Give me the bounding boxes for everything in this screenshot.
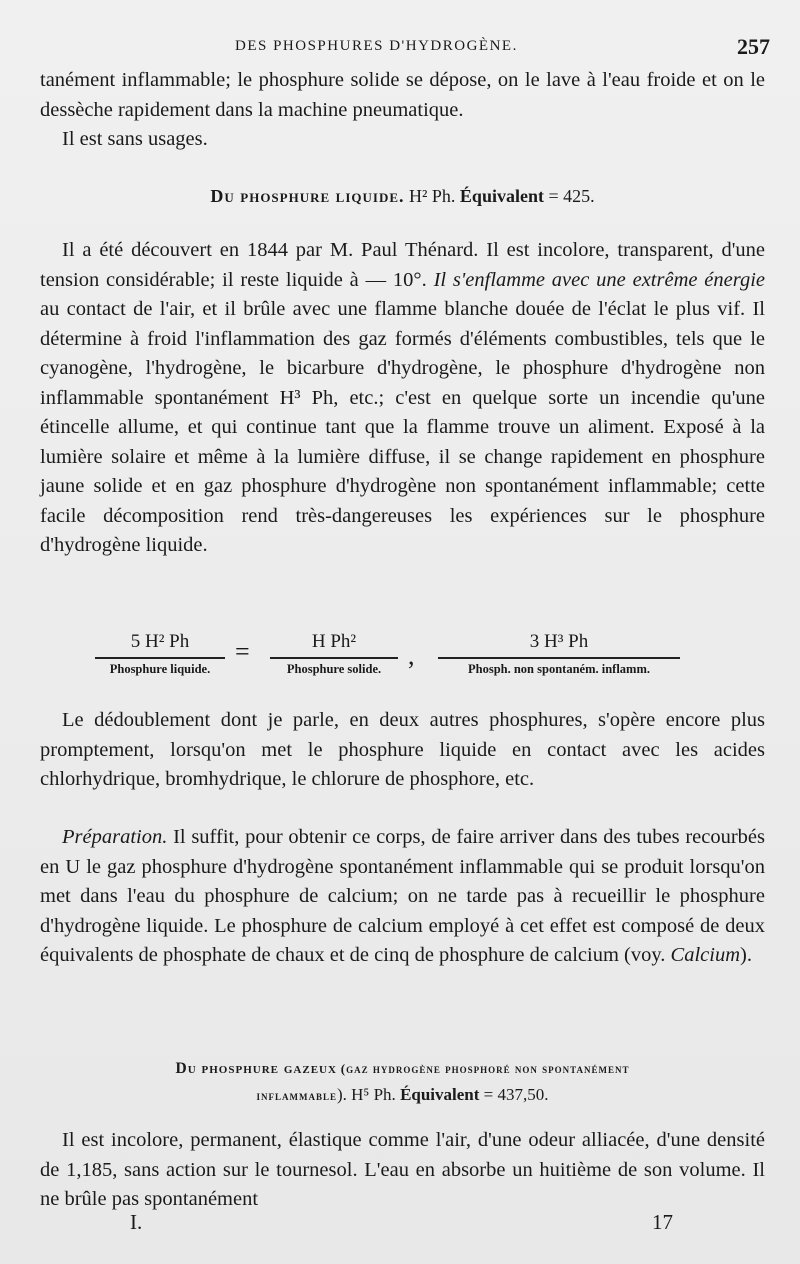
fraction-bar (95, 657, 225, 659)
equation-term-2 (270, 631, 398, 677)
chemical-equation (40, 625, 765, 685)
intro-usage: Il est sans usages. (62, 128, 208, 150)
term-3-label: Phosph. non spontaném. inflamm. (468, 662, 650, 676)
term-1-label: Phosphure liquide. (109, 662, 211, 676)
para1-italic: Il s'enflamme avec une extrême énergie (433, 268, 766, 291)
paragraph-description (40, 236, 765, 561)
section-title: Du phosphure gazeux (175, 1060, 337, 1077)
intro-text: tanément inflammable; le phosphure solide se dépose, on le lave à l'eau froide et on le dessèche rapidement dans la machine pneumatique. (40, 69, 765, 121)
preparation-end: ). (740, 944, 752, 966)
fraction-bar (270, 657, 398, 659)
page-number: 257 (737, 34, 770, 59)
running-head: DES PHOSPHURES D'HYDROGÈNE. (235, 38, 518, 54)
section-subtitle-end: inflammable (256, 1088, 337, 1103)
page-footer (40, 1210, 770, 1240)
comma-separator: , (408, 641, 415, 670)
equation-term-1 (95, 631, 225, 677)
para1-start: Il a été découvert en 1844 par M. Paul Thénard. Il est incolore, transparent, d'une tension considérable; il reste liquide à — 10°. (40, 239, 765, 291)
page-header (40, 34, 770, 64)
equivalent-value: = 425. (548, 186, 595, 206)
gazeux-heading-line-1 (40, 1056, 765, 1082)
equivalent-label: Équivalent (459, 186, 544, 206)
term-3-formula: 3 H³ Ph (529, 631, 589, 652)
folio-number: 17 (652, 1210, 673, 1234)
gazeux-heading-line-2 (40, 1082, 765, 1109)
fraction-bar (438, 657, 680, 659)
calcium-reference: Calcium (670, 944, 741, 966)
section-title: Du phosphure liquide. (210, 186, 405, 206)
paragraph-gazeux-block (40, 1126, 765, 1215)
paragraph-preparation-block (40, 823, 765, 971)
section-heading-liquide (40, 186, 765, 207)
preparation-label: Préparation. (62, 826, 168, 848)
term-2-label: Phosphure solide. (286, 662, 382, 676)
paragraph-1 (40, 236, 765, 561)
intro-block (40, 66, 765, 155)
term-2-formula: H Ph² (311, 631, 357, 652)
equation-term-3 (438, 631, 680, 677)
equals-sign: = (235, 637, 250, 666)
section-subtitle-close: ). (336, 1085, 347, 1104)
paragraph-dedoublement-block (40, 706, 765, 795)
section-heading-gazeux (40, 1056, 765, 1109)
section-subtitle: (gaz hydrogène phosphoré non spontanément (340, 1061, 630, 1076)
preparation-text: Il suffit, pour obtenir ce corps, de faire arriver dans des tubes recourbés en U le gaz phosphure d'hydrogène spontanément inflammable qui se produit lorsqu'on met dans l'eau du phosphure de calcium; on ne tarde pas à recueillir le phosphure d'hydrogène liquide. Le phosphure de calcium employé à cet effet est composé de deux équivalents de phosphate de chaux et de cinq de phosphure de calcium (voy. (40, 826, 766, 966)
signature-mark: I. (130, 1210, 143, 1234)
paragraph-4: Il est incolore, permanent, élastique comme l'air, d'une odeur alliacée, d'une densité de 1,185, sans action sur le tournesol. L'eau en absorbe un huitième de son volume. Il ne brûle pas spontanément (40, 1129, 765, 1210)
paragraph-3 (40, 823, 765, 971)
section-formula: H⁵ Ph. (351, 1085, 396, 1104)
equivalent-label: Équivalent (400, 1085, 480, 1104)
equivalent-value: = 437,50. (483, 1085, 549, 1104)
paragraph-2: Le dédoublement dont je parle, en deux autres phosphures, s'opère encore plus promptement, lorsqu'on met le phosphure liquide en contact avec les acides chlorhydrique, bromhydrique, le chlorure de phosphore, etc. (40, 709, 765, 790)
term-1-formula: 5 H² Ph (130, 631, 190, 652)
section-formula: H² Ph. (409, 186, 456, 206)
para1-rest: au contact de l'air, et il brûle avec une flamme blanche douée de l'éclat le plus vif. Il détermine à froid l'inflammation des gaz formés d'éléments combustibles, tels que le cyanogène, l'hydrogène, le bicarbure d'hydrogène, le phosphure d'hydrogène non inflammable spontanément H³ Ph, etc.; c'est en quelque sorte un incendie qu'une étincelle allume, et qui continue tant que la flamme trouve un aliment. Exposé à la lumière solaire et même à la lumière diffuse, il se change rapidement en phosphure jaune solide et en gaz phosphure d'hydrogène non spontanément inflammable; cette facile décomposition rend très-dangereuses les expériences sur le phosphure d'hydrogène liquide. (40, 298, 765, 556)
